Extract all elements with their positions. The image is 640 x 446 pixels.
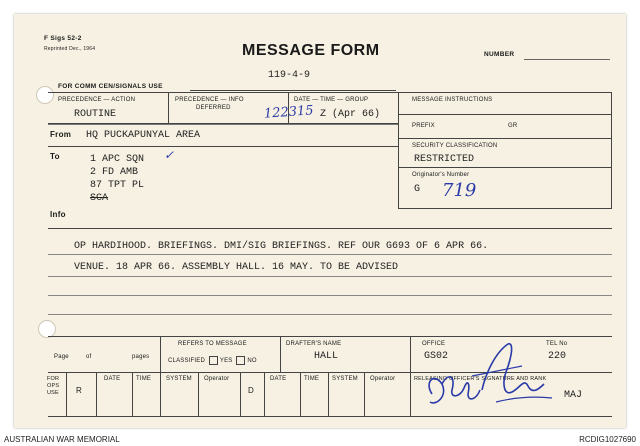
security-label: SECURITY CLASSIFICATION (412, 143, 498, 149)
deferred-label: DEFERRED (196, 105, 231, 111)
office-label: OFFICE (422, 341, 446, 347)
to-line-4-struck: SCA (90, 193, 109, 204)
classified-no-checkbox[interactable] (236, 356, 245, 365)
operator-label-2: Operator (370, 376, 396, 382)
page-label: Page (54, 354, 69, 360)
dtg-typed: Z (Apr 66) (320, 109, 381, 120)
rank-value: MAJ (564, 390, 583, 401)
header-top-border (48, 92, 612, 93)
comm-cen-line (190, 90, 396, 91)
originator-label: Originator's Number (412, 172, 470, 178)
classified-label: CLASSIFIED YES NO (168, 356, 257, 365)
from-value: HQ PUCKAPUNYAL AREA (86, 130, 201, 141)
time-label-2: TIME (304, 376, 320, 382)
dtg-label: DATE — TIME — GROUP (294, 97, 369, 103)
of-label: of (86, 354, 92, 360)
punch-hole-top (36, 86, 54, 104)
system-label-2: SYSTEM (332, 376, 358, 382)
date-label-1: DATE (104, 376, 121, 382)
form-title: MESSAGE FORM (242, 42, 380, 59)
precedence-action-label: PRECEDENCE — ACTION (58, 97, 136, 103)
reprint-note: Reprinted Dec., 1964 (44, 46, 96, 52)
message-form-sheet (14, 14, 626, 428)
message-line-1: OP HARDIHOOD. BRIEFINGS. DMI/SIG BRIEFINGS. REF OUR G693 OF 6 APR 66. (74, 241, 489, 252)
prefix-label: PREFIX (412, 123, 435, 129)
to-line-2: 2 FD AMB (90, 167, 139, 178)
number-line (524, 59, 610, 60)
number-label: NUMBER (484, 51, 515, 58)
gr-label: GR (508, 123, 518, 129)
r-label: R (76, 386, 83, 395)
comm-cen-value: 119-4-9 (268, 70, 311, 81)
releasing-officer-signature (412, 332, 562, 418)
to-line-1: 1 APC SQN (90, 154, 145, 165)
date-label-2: DATE (270, 376, 287, 382)
to-checkmark-icon: ✓ (164, 148, 175, 162)
tel-value: 220 (548, 351, 567, 362)
pages-label: pages (132, 354, 150, 360)
drafter-label: DRAFTER'S NAME (286, 341, 342, 347)
security-value: RESTRICTED (414, 154, 475, 165)
time-label-1: TIME (136, 376, 152, 382)
form-code: F Sigs 52-2 (44, 35, 82, 42)
classified-yes-checkbox[interactable] (209, 356, 218, 365)
caption-record-id: RCDIG1027690 (579, 435, 636, 444)
system-label-1: SYSTEM (166, 376, 192, 382)
caption-archive-name: AUSTRALIAN WAR MEMORIAL (4, 435, 120, 444)
comm-cen-label: FOR COMM CEN/SIGNALS USE (58, 83, 163, 90)
dtg-handwritten: 122315 (263, 103, 315, 122)
to-line-3: 87 TPT PL (90, 180, 145, 191)
message-instructions-label: MESSAGE INSTRUCTIONS (412, 97, 493, 103)
to-label: To (50, 152, 60, 161)
message-line-2: VENUE. 18 APR 66. ASSEMBLY HALL. 16 MAY. TO BE ADVISED (74, 262, 399, 273)
precedence-info-label: PRECEDENCE — INFO (175, 97, 244, 103)
d-label: D (248, 386, 255, 395)
office-value: GS02 (424, 351, 449, 362)
for-ops-label: FOR OPS USE (47, 376, 60, 396)
info-label: Info (50, 210, 66, 219)
drafter-value: HALL (314, 351, 339, 362)
precedence-action-value: ROUTINE (74, 109, 117, 120)
originator-number: 719 (442, 180, 477, 201)
operator-label-1: Operator (204, 376, 230, 382)
tel-label: TEL No (546, 341, 568, 347)
originator-prefix: G (414, 184, 421, 195)
refers-label: REFERS TO MESSAGE (178, 341, 247, 347)
releasing-label: RELEASING OFFICER'S SIGNATURE AND RANK (414, 376, 547, 382)
from-label: From (50, 130, 72, 139)
